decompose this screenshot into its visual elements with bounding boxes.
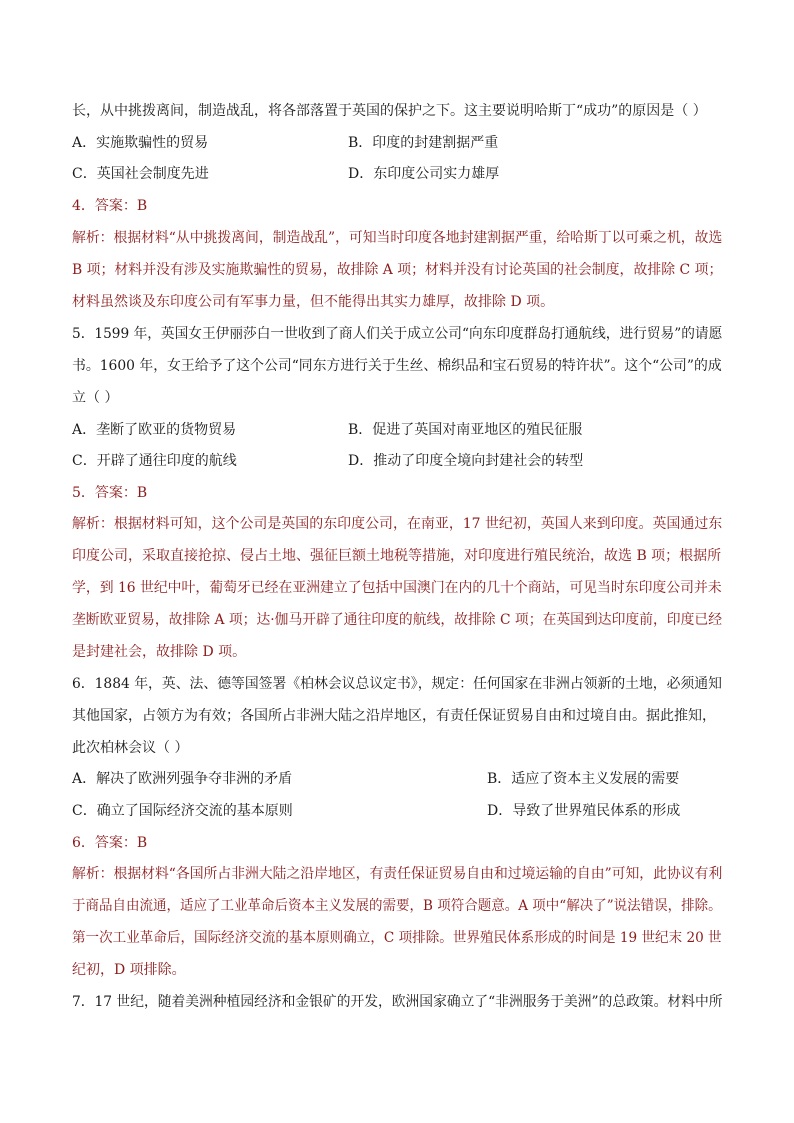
answer-5-explanation-line-3: 学，到 16 世纪中叶，葡萄牙已经在亚洲建立了包括中国澳门在内的几十个商站，可见当时东印度公司并未 xyxy=(72,580,722,596)
q5-option-a: A．垄断了欧亚的货物贸易 xyxy=(72,422,237,438)
answer-4-explanation-line-3: 材料虽然谈及东印度公司有军事力量，但不能得出其实力雄厚，故排除 D 项。 xyxy=(72,294,555,310)
q3-option-b: B．印度的封建割据严重 xyxy=(348,135,499,151)
answer-5-explanation-line-2: 印度公司，采取直接抢掠、侵占土地、强征巨额土地税等措施，对印度进行殖民统治，故选 B 项；根据所 xyxy=(72,548,722,564)
q6-option-a: A．解决了欧洲列强争夺非洲的矛盾 xyxy=(72,771,293,787)
q5-option-d: D．推动了印度全境向封建社会的转型 xyxy=(348,453,584,469)
answer-4-label: 4．答案：B xyxy=(72,198,148,214)
q3-option-d: D．东印度公司实力雄厚 xyxy=(348,166,500,182)
answer-5-label: 5．答案：B xyxy=(72,485,148,501)
q3-option-c: C．英国社会制度先进 xyxy=(72,166,209,182)
answer-6-label: 6．答案：B xyxy=(72,835,148,851)
answer-6-explanation-line-4: 纪初，D 项排除。 xyxy=(72,962,186,978)
q6-stem-line-1: 6．1884 年，英、法、德等国签署《柏林会议总议定书》，规定：任何国家在非洲占领新的土地，必须通知 xyxy=(72,676,722,692)
q3-stem-tail: 长，从中挑拨离间，制造战乱，将各部落置于英国的保护之下。这主要说明哈斯丁“成功”的原因是（ ） xyxy=(72,103,707,119)
q6-option-d: D．导致了世界殖民体系的形成 xyxy=(487,803,681,819)
q6-stem-line-3: 此次柏林会议（ ） xyxy=(72,740,189,756)
q5-stem-line-2: 书。1600 年，女王给予了这个公司“同东方进行关于生丝、棉织品和宝石贸易的特许状”。这个“公司”的成 xyxy=(72,358,722,374)
answer-5-explanation-line-4: 垄断欧亚贸易，故排除 A 项；达·伽马开辟了通往印度的航线，故排除 C 项；在英国到达印度前，印度已经 xyxy=(72,612,723,628)
q5-option-c: C．开辟了通往印度的航线 xyxy=(72,453,237,469)
q3-option-a: A．实施欺骗性的贸易 xyxy=(72,135,209,151)
q6-option-c: C．确立了国际经济交流的基本原则 xyxy=(72,803,293,819)
answer-6-explanation-line-2: 于商品自由流通，适应了工业革命后资本主义发展的需要，B 项符合题意。A 项中“解决了”说法错误，排除。 xyxy=(72,898,722,914)
q6-stem-line-2: 其他国家，占领方为有效；各国所占非洲大陆之沿岸地区，有责任保证贸易自由和过境自由。据此推知， xyxy=(72,708,716,724)
answer-6-explanation-line-3: 第一次工业革命后，国际经济交流的基本原则确立，C 项排除。世界殖民体系形成的时间是 19 世纪末 20 世 xyxy=(72,930,722,946)
answer-4-explanation-line-1: 解析：根据材料“从中挑拨离间，制造战乱”，可知当时印度各地封建割据严重，给哈斯丁以可乘之机，故选 xyxy=(72,230,723,246)
q7-stem-line-1: 7．17 世纪，随着美洲种植园经济和金银矿的开发，欧洲国家确立了“非洲服务于美洲”的总政策。材料中所 xyxy=(72,994,723,1010)
q5-stem-line-3: 立（ ） xyxy=(72,390,119,406)
q5-stem-line-1: 5．1599 年，英国女王伊丽莎白一世收到了商人们关于成立公司“向东印度群岛打通航线，进行贸易”的请愿 xyxy=(72,326,723,342)
answer-4-explanation-line-2: B 项；材料并没有涉及实施欺骗性的贸易，故排除 A 项；材料并没有讨论英国的社会制度，故排除 C 项； xyxy=(72,262,723,278)
answer-5-explanation-line-1: 解析：根据材料可知，这个公司是英国的东印度公司，在南亚，17 世纪初，英国人来到印度。英国通过东 xyxy=(72,516,723,532)
answer-5-explanation-line-5: 是封建社会，故排除 D 项。 xyxy=(72,644,247,660)
q5-option-b: B．促进了英国对南亚地区的殖民征服 xyxy=(348,422,583,438)
answer-6-explanation-line-1: 解析：根据材料“各国所占非洲大陆之沿岸地区，有责任保证贸易自由和过境运输的自由”可知，此协议有利 xyxy=(72,866,723,882)
q6-option-b: B．适应了资本主义发展的需要 xyxy=(487,771,680,787)
